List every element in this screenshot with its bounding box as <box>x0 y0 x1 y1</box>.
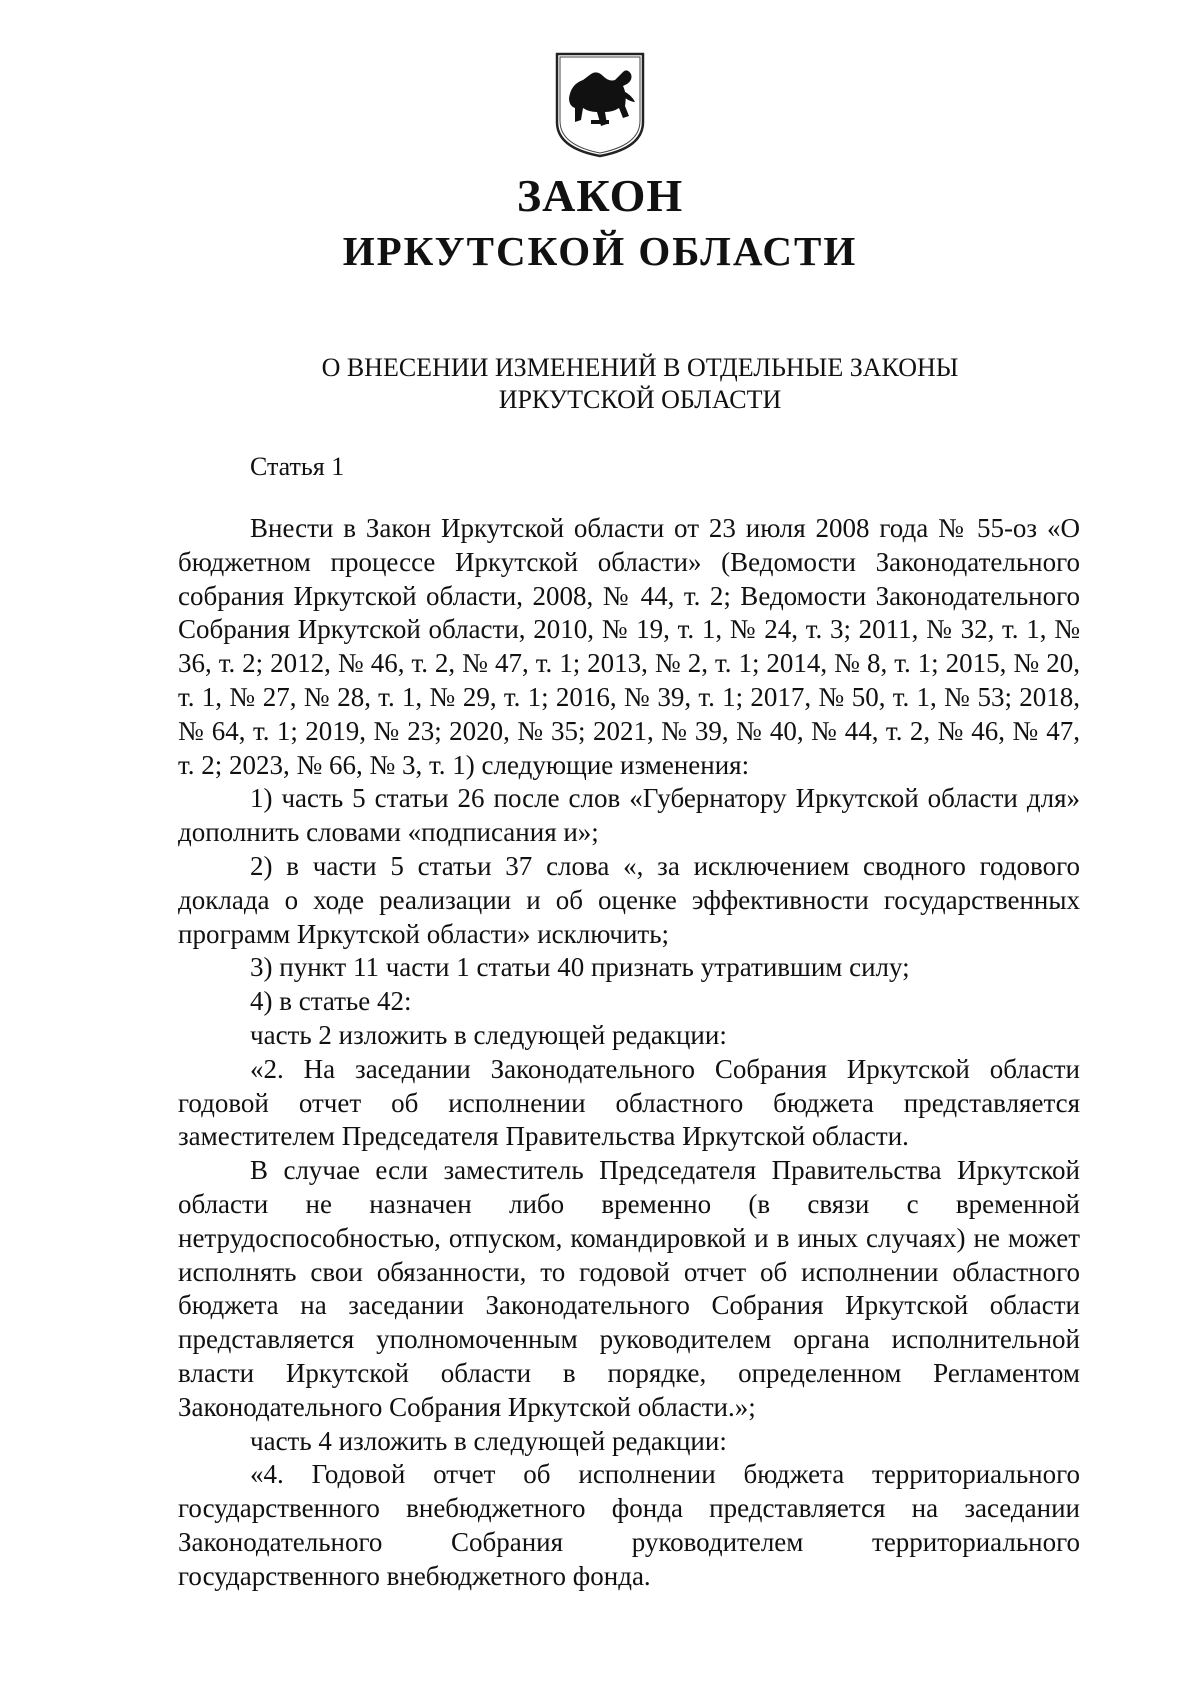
subject-line-1: О ВНЕСЕНИИ ИЗМЕНЕНИЙ В ОТДЕЛЬНЫЕ ЗАКОНЫ <box>321 353 959 382</box>
paragraph: часть 4 изложить в следующей редакции: <box>250 1425 727 1456</box>
paragraph: «4. Годовой отчет об исполнении бюджета территориального государственного внебюджетного фонда представляется на заседании Законодательного Собрания руководителем территориального государственного внебюджетного фонда. <box>178 1459 1080 1591</box>
article-body <box>178 512 1080 1594</box>
article-heading: Статья 1 <box>250 452 345 481</box>
paragraph: 4) в статье 42: <box>250 986 412 1017</box>
subject-line-2: ИРКУТСКОЙ ОБЛАСТИ <box>498 385 782 414</box>
paragraph: Внести в Закон Иркутской области от 23 июля 2008 года № 55-оз «О бюджетном процессе Иркутской области» (Ведомости Законодательного собрания Иркутской области, 2008, № 44, т. 2; Ведомости Законодательного Собрания Иркутской области, 2010, № 19, т. 1, № 24, т. 3; 2011, № 32, т. 1, № 36, т. 2; 2012, № 46, т. 2, № 47, т. 1; 2013, № 2, т. 1; 2014, № 8, т. 1; 2015, № 20, т. 1, № 27, № 28, т. 1, № 29, т. 1; 2016, № 39, т. 1; 2017, № 50, т. 1, № 53; 2018, № 64, т. 1; 2019, № 23; 2020, № 35; 2021, № 39, № 40, № 44, т. 2, № 46, № 47, т. 2; 2023, № 66, № 3, т. 1) следующие изменения: <box>178 513 1080 780</box>
paragraph: «2. На заседании Законодательного Собрания Иркутской области годовой отчет об исполнении областного бюджета представляется заместителем Председателя Правительства Иркутской области. <box>178 1053 1080 1152</box>
paragraph: 2) в части 5 статьи 37 слова «, за исключением сводного годового доклада о ходе реализации и об оценке эффективности государственных программ Иркутской области» исключить; <box>178 850 1080 949</box>
coat-of-arms-icon <box>551 50 649 160</box>
law-title: ЗАКОН <box>516 170 684 221</box>
paragraph: В случае если заместитель Председателя Правительства Иркутской области не назначен либо временно (в связи с временной нетрудоспособностью, отпуском, командировкой и в иных случаях) не может исполнять свои обязанности, то годовой отчет об исполнении областного бюджета на заседании Законодательного Собрания Иркутской области представляется уполномоченным руководителем органа исполнительной власти Иркутской области в порядке, определенном Регламентом Законодательного Собрания Иркутской области.»; <box>178 1155 1080 1422</box>
region-title: ИРКУТСКОЙ ОБЛАСТИ <box>342 228 858 274</box>
paragraph: 1) часть 5 статьи 26 после слов «Губернатору Иркутской области для» дополнить словами «подписания и»; <box>178 783 1080 848</box>
paragraph: часть 2 изложить в следующей редакции: <box>250 1019 727 1050</box>
law-subject <box>190 352 1090 416</box>
paragraph: 3) пункт 11 части 1 статьи 40 признать утратившим силу; <box>250 952 910 983</box>
